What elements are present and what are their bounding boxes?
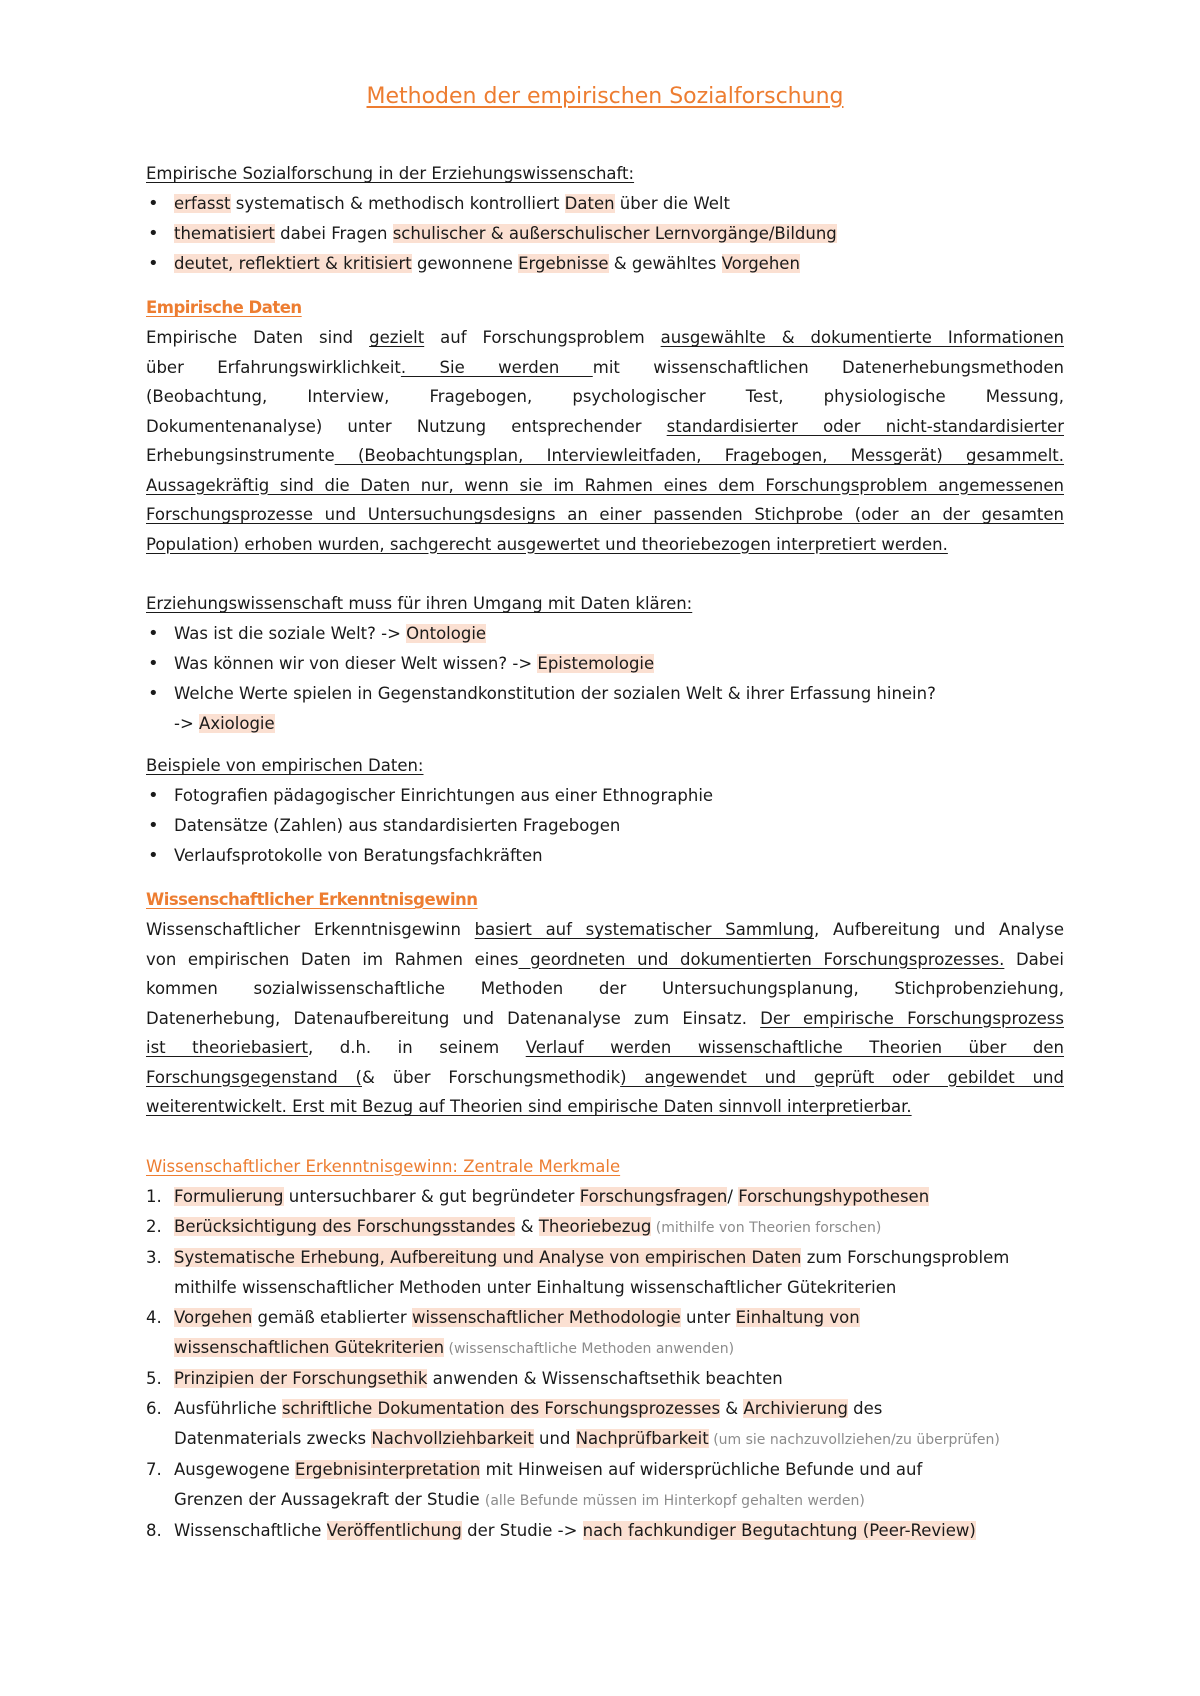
text-span: & gewähltes xyxy=(608,254,722,273)
gray-note: (wissenschaftliche Methoden anwenden) xyxy=(444,1340,735,1357)
highlight-text: Prinzipien der Forschungsethik xyxy=(174,1368,428,1388)
list-item xyxy=(146,1243,1064,1303)
highlight-text: deutet, reflektiert & kritisiert xyxy=(174,254,412,273)
paragraph-line: Datenerhebung, Datenaufbereitung und Datenanalyse zum Einsatz. Der empirische Forschungsprozess xyxy=(146,1008,1064,1028)
text-span: zum Forschungsproblem xyxy=(801,1247,1010,1267)
highlight-text: Archivierung xyxy=(743,1398,848,1418)
section-heading-erkenntnisgewinn: Wissenschaftlicher Erkenntnisgewinn xyxy=(146,890,478,909)
text-span: gemäß etablierter xyxy=(252,1307,412,1327)
text-span: der Studie -> xyxy=(461,1520,583,1540)
list-item xyxy=(146,249,1064,279)
highlight-text: schriftliche Dokumentation des Forschungsprozesses xyxy=(281,1398,721,1418)
list-item: • Verlaufsprotokolle von Beratungsfachkräften xyxy=(146,841,1064,871)
highlight-text: schulischer & außerschulischer Lernvorgänge/Bildung xyxy=(392,224,837,243)
text-span: Was können wir von dieser Welt wissen? -> xyxy=(174,654,538,673)
highlight-text: Einhaltung von xyxy=(735,1307,860,1327)
list-item xyxy=(146,1303,1064,1364)
highlight-text: Berücksichtigung des Forschungsstandes xyxy=(174,1216,516,1236)
highlight-text: Axiologie xyxy=(199,714,275,733)
highlight-text: Vorgehen xyxy=(174,1307,253,1327)
highlight-text: wissenschaftlichen Gütekriterien xyxy=(174,1337,445,1357)
list-item xyxy=(146,219,1064,249)
gray-note: (alle Befunde müssen im Hinterkopf gehalten werden) xyxy=(484,1492,865,1509)
text-span: & xyxy=(515,1216,539,1236)
text-span: -> xyxy=(174,714,200,733)
paragraph-line: Empirische Daten sind gezielt auf Forschungsproblem ausgewählte & dokumentierte Informationen xyxy=(146,328,1064,347)
document-title: Methoden der empirischen Sozialforschung xyxy=(366,84,844,109)
list-number: 1. xyxy=(146,1186,162,1206)
section-heading-empirische-daten: Empirische Daten xyxy=(146,298,302,317)
paragraph-line: Dokumentenanalyse) unter Nutzung entsprechender standardisierter oder nicht-standardisierter xyxy=(146,416,1064,436)
text-span: dabei Fragen xyxy=(274,224,393,243)
highlight-text: Systematische Erhebung, Aufbereitung und Analyse von empirischen Daten xyxy=(174,1247,802,1267)
paragraph-line: Erhebungsinstrumente (Beobachtungsplan, Interviewleitfaden, Fragebogen, Messgerät) gesammelt. xyxy=(146,446,1064,465)
text-span: über die Welt xyxy=(614,194,730,213)
highlight-text: Ergebnisinterpretation xyxy=(295,1459,481,1479)
text-span: des xyxy=(847,1398,883,1418)
list-item xyxy=(146,1394,1064,1455)
highlight-text: Vorgehen xyxy=(721,254,800,273)
paragraph-line: Forschungsprozesse und Untersuchungsdesigns an einer passenden Stichprobe (oder an der gesamten xyxy=(146,505,1064,524)
umgang-heading: Erziehungswissenschaft muss für ihren Umgang mit Daten klären: xyxy=(146,594,693,613)
text-span: Ausführliche xyxy=(174,1398,282,1418)
gray-note: (mithilfe von Theorien forschen) xyxy=(651,1219,882,1236)
beispiele-list xyxy=(146,781,1064,871)
beispiele-heading: Beispiele von empirischen Daten: xyxy=(146,756,424,775)
text-span: mithilfe wissenschaftlicher Methoden unter Einhaltung wissenschaftlicher Gütekriterien xyxy=(174,1277,897,1297)
text-span: Welche Werte spielen in Gegenstandkonstitution der sozialen Welt & ihrer Erfassung hinein? xyxy=(174,684,936,703)
paragraph-line: von empirischen Daten im Rahmen eines geordneten und dokumentierten Forschungsprozesses. Dabei xyxy=(146,949,1064,969)
umgang-list xyxy=(146,619,1064,739)
text-span: Datenmaterials zwecks xyxy=(174,1428,372,1448)
highlight-text: Forschungsfragen xyxy=(579,1186,728,1206)
text-span: untersuchbarer & gut begründeter xyxy=(283,1186,580,1206)
highlight-text: wissenschaftlicher Methodologie xyxy=(411,1307,681,1327)
highlight-text: Forschungshypothesen xyxy=(738,1186,930,1206)
list-item xyxy=(146,1182,1064,1212)
paragraph-line: über Erfahrungswirklichkeit. Sie werden mit wissenschaftlichen Datenerhebungsmethoden xyxy=(146,357,1064,377)
highlight-text: thematisiert xyxy=(174,224,275,243)
highlight-text: Nachprüfbarkeit xyxy=(575,1428,709,1448)
highlight-text: erfasst xyxy=(174,194,231,213)
list-item xyxy=(146,649,1064,679)
paragraph-line: Forschungsgegenstand (& über Forschungsmethodik) angewendet und geprüft oder gebildet und xyxy=(146,1067,1064,1087)
highlight-text: Epistemologie xyxy=(537,654,655,673)
paragraph-line: Aussagekräftig sind die Daten nur, wenn sie im Rahmen eines dem Forschungsproblem angemessenen xyxy=(146,475,1064,495)
list-item: • Datensätze (Zahlen) aus standardisierten Fragebogen xyxy=(146,811,1064,841)
list-item xyxy=(146,189,1064,219)
list-number: 2. xyxy=(146,1216,162,1236)
highlight-text: Veröffentlichung xyxy=(326,1520,462,1540)
list-item xyxy=(146,1364,1064,1394)
text-span: / xyxy=(727,1186,739,1206)
paragraph-line: Population) erhoben wurden, sachgerecht ausgewertet und theoriebezogen interpretiert werden. xyxy=(146,534,948,554)
text-span: & xyxy=(720,1398,744,1418)
text-span: unter xyxy=(680,1307,736,1327)
list-number: 8. xyxy=(146,1520,162,1540)
document-page xyxy=(146,84,1064,1546)
highlight-text: Daten xyxy=(564,194,615,213)
text-span: gewonnene xyxy=(411,254,519,273)
list-number: 3. xyxy=(146,1247,162,1267)
paragraph-line: ist theoriebasiert, d.h. in seinem Verlauf werden wissenschaftliche Theorien über den xyxy=(146,1038,1065,1057)
intro-list xyxy=(146,189,1064,279)
list-number: 6. xyxy=(146,1398,162,1418)
highlight-text: Theoriebezug xyxy=(538,1216,652,1236)
text-span: systematisch & methodisch kontrolliert xyxy=(230,194,565,213)
text-span: Was ist die soziale Welt? -> xyxy=(174,624,407,643)
paragraph-line: Wissenschaftlicher Erkenntnisgewinn basiert auf systematischer Sammlung, Aufbereitung und Analyse xyxy=(146,920,1065,939)
highlight-text: Nachvollziehbarkeit xyxy=(371,1428,534,1448)
gray-note: (um sie nachzuvollziehen/zu überprüfen) xyxy=(708,1431,1000,1448)
list-item xyxy=(146,619,1064,649)
paragraph-line: weiterentwickelt. Erst mit Bezug auf Theorien sind empirische Daten sinnvoll interpretierbar. xyxy=(146,1097,912,1116)
merkmale-list xyxy=(146,1182,1064,1546)
empirische-daten-paragraph xyxy=(146,323,1064,559)
list-item xyxy=(146,1516,1064,1546)
text-span: und xyxy=(533,1428,576,1448)
text-span: mit Hinweisen auf widersprüchliche Befunde und auf xyxy=(480,1459,923,1479)
list-number: 5. xyxy=(146,1368,162,1388)
highlight-text: Ergebnisse xyxy=(518,254,609,273)
list-item xyxy=(146,679,1064,739)
paragraph-line: (Beobachtung, Interview, Fragebogen, psychologischer Test, physiologische Messung, xyxy=(146,387,1064,406)
highlight-text: Ontologie xyxy=(406,624,487,643)
text-span: anwenden & Wissenschaftsethik beachten xyxy=(427,1368,783,1388)
list-item xyxy=(146,1212,1064,1243)
text-span: Grenzen der Aussagekraft der Studie xyxy=(174,1489,485,1509)
highlight-text: Formulierung xyxy=(174,1186,284,1206)
erkenntnisgewinn-paragraph xyxy=(146,915,1064,1122)
list-number: 4. xyxy=(146,1307,162,1327)
intro-heading: Empirische Sozialforschung in der Erziehungswissenschaft: xyxy=(146,164,635,183)
text-span: Wissenschaftliche xyxy=(174,1520,327,1540)
list-item xyxy=(146,1455,1064,1516)
text-span: Ausgewogene xyxy=(174,1459,296,1479)
list-number: 7. xyxy=(146,1459,162,1479)
highlight-text: nach fachkundiger Begutachtung (Peer-Review) xyxy=(582,1520,976,1540)
list-item: • Fotografien pädagogischer Einrichtungen aus einer Ethnographie xyxy=(146,781,1064,811)
merkmale-heading: Wissenschaftlicher Erkenntnisgewinn: Zentrale Merkmale xyxy=(146,1156,621,1176)
paragraph-line: kommen sozialwissenschaftliche Methoden der Untersuchungsplanung, Stichprobenziehung, xyxy=(146,979,1064,998)
